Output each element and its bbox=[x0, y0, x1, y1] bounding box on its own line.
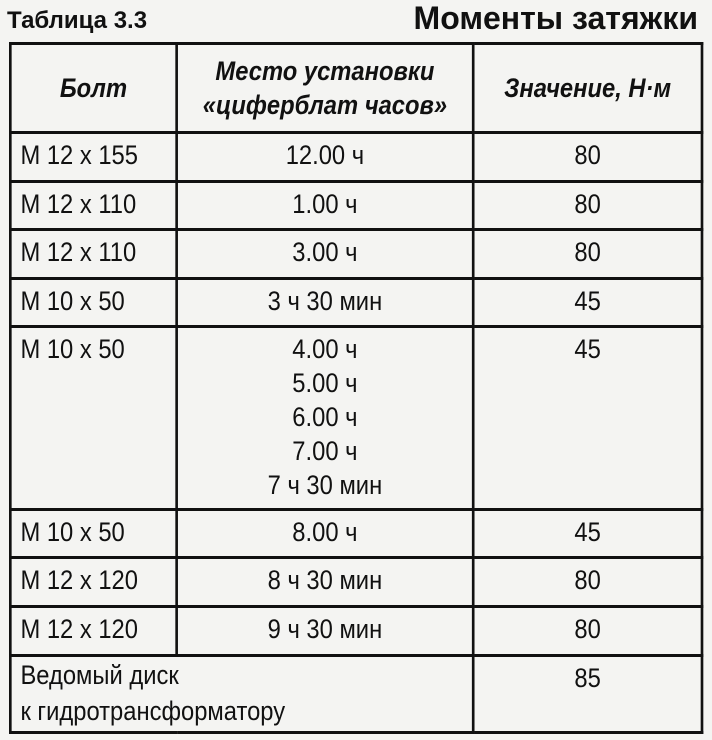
position-item: 7 ч 30 мин bbox=[267, 470, 383, 501]
driven-disc-line1: Ведомый диск bbox=[20, 659, 179, 690]
table-row bbox=[10, 606, 702, 655]
driven-disc-line2: к гидротрансформатору bbox=[20, 695, 286, 726]
col-header-position-line2: «циферблат часов» bbox=[202, 90, 448, 120]
cell-bolt: М 10 x 50 bbox=[10, 278, 176, 327]
cell-bolt: М 10 x 50 bbox=[10, 509, 176, 558]
table-row bbox=[10, 509, 702, 558]
table-row-last bbox=[10, 655, 702, 733]
cell-value: 45 bbox=[473, 278, 702, 327]
cell-position: 3 ч 30 мин bbox=[177, 278, 474, 327]
position-item: 4.00 ч bbox=[292, 334, 358, 365]
cell-position: 12.00 ч bbox=[177, 133, 474, 182]
header-row bbox=[10, 44, 702, 133]
cell-bolt: М 12 x 155 bbox=[10, 133, 176, 182]
cell-value: 80 bbox=[473, 230, 702, 279]
table-row bbox=[10, 230, 702, 279]
table-header bbox=[0, 0, 712, 42]
cell-value: 45 bbox=[473, 509, 702, 558]
position-item: 6.00 ч bbox=[292, 402, 358, 433]
cell-position: 3.00 ч bbox=[177, 230, 474, 279]
table-row bbox=[10, 558, 702, 607]
cell-position: 8 ч 30 мин bbox=[177, 558, 474, 607]
cell-bolt: М 10 x 50 bbox=[10, 327, 176, 510]
cell-bolt: М 12 x 120 bbox=[10, 606, 176, 655]
cell-value: 80 bbox=[473, 558, 702, 607]
table-title: Моменты затяжки bbox=[413, 0, 698, 36]
cell-value: 80 bbox=[473, 133, 702, 182]
cell-driven-disc bbox=[10, 655, 473, 733]
table-row bbox=[10, 133, 702, 182]
col-header-position bbox=[177, 44, 474, 133]
table-row bbox=[10, 181, 702, 230]
col-header-value: Значение, Н·м bbox=[473, 44, 702, 133]
cell-value: 85 bbox=[473, 655, 702, 733]
cell-value: 80 bbox=[473, 181, 702, 230]
position-item: 7.00 ч bbox=[292, 436, 358, 467]
cell-position: 1.00 ч bbox=[177, 181, 474, 230]
table-row bbox=[10, 327, 702, 510]
cell-bolt: М 12 x 110 bbox=[10, 181, 176, 230]
cell-bolt: М 12 x 120 bbox=[10, 558, 176, 607]
table-row bbox=[10, 278, 702, 327]
col-header-position-line1: Место установки bbox=[215, 56, 435, 86]
cell-position-multi bbox=[177, 327, 474, 510]
position-item: 5.00 ч bbox=[292, 368, 358, 399]
table-number: Таблица 3.3 bbox=[7, 7, 148, 34]
cell-bolt: М 12 x 110 bbox=[10, 230, 176, 279]
cell-position: 9 ч 30 мин bbox=[177, 606, 474, 655]
col-header-bolt: Болт bbox=[10, 44, 176, 133]
cell-position: 8.00 ч bbox=[177, 509, 474, 558]
cell-value: 80 bbox=[473, 606, 702, 655]
torque-table bbox=[9, 42, 703, 734]
cell-value: 45 bbox=[473, 327, 702, 510]
